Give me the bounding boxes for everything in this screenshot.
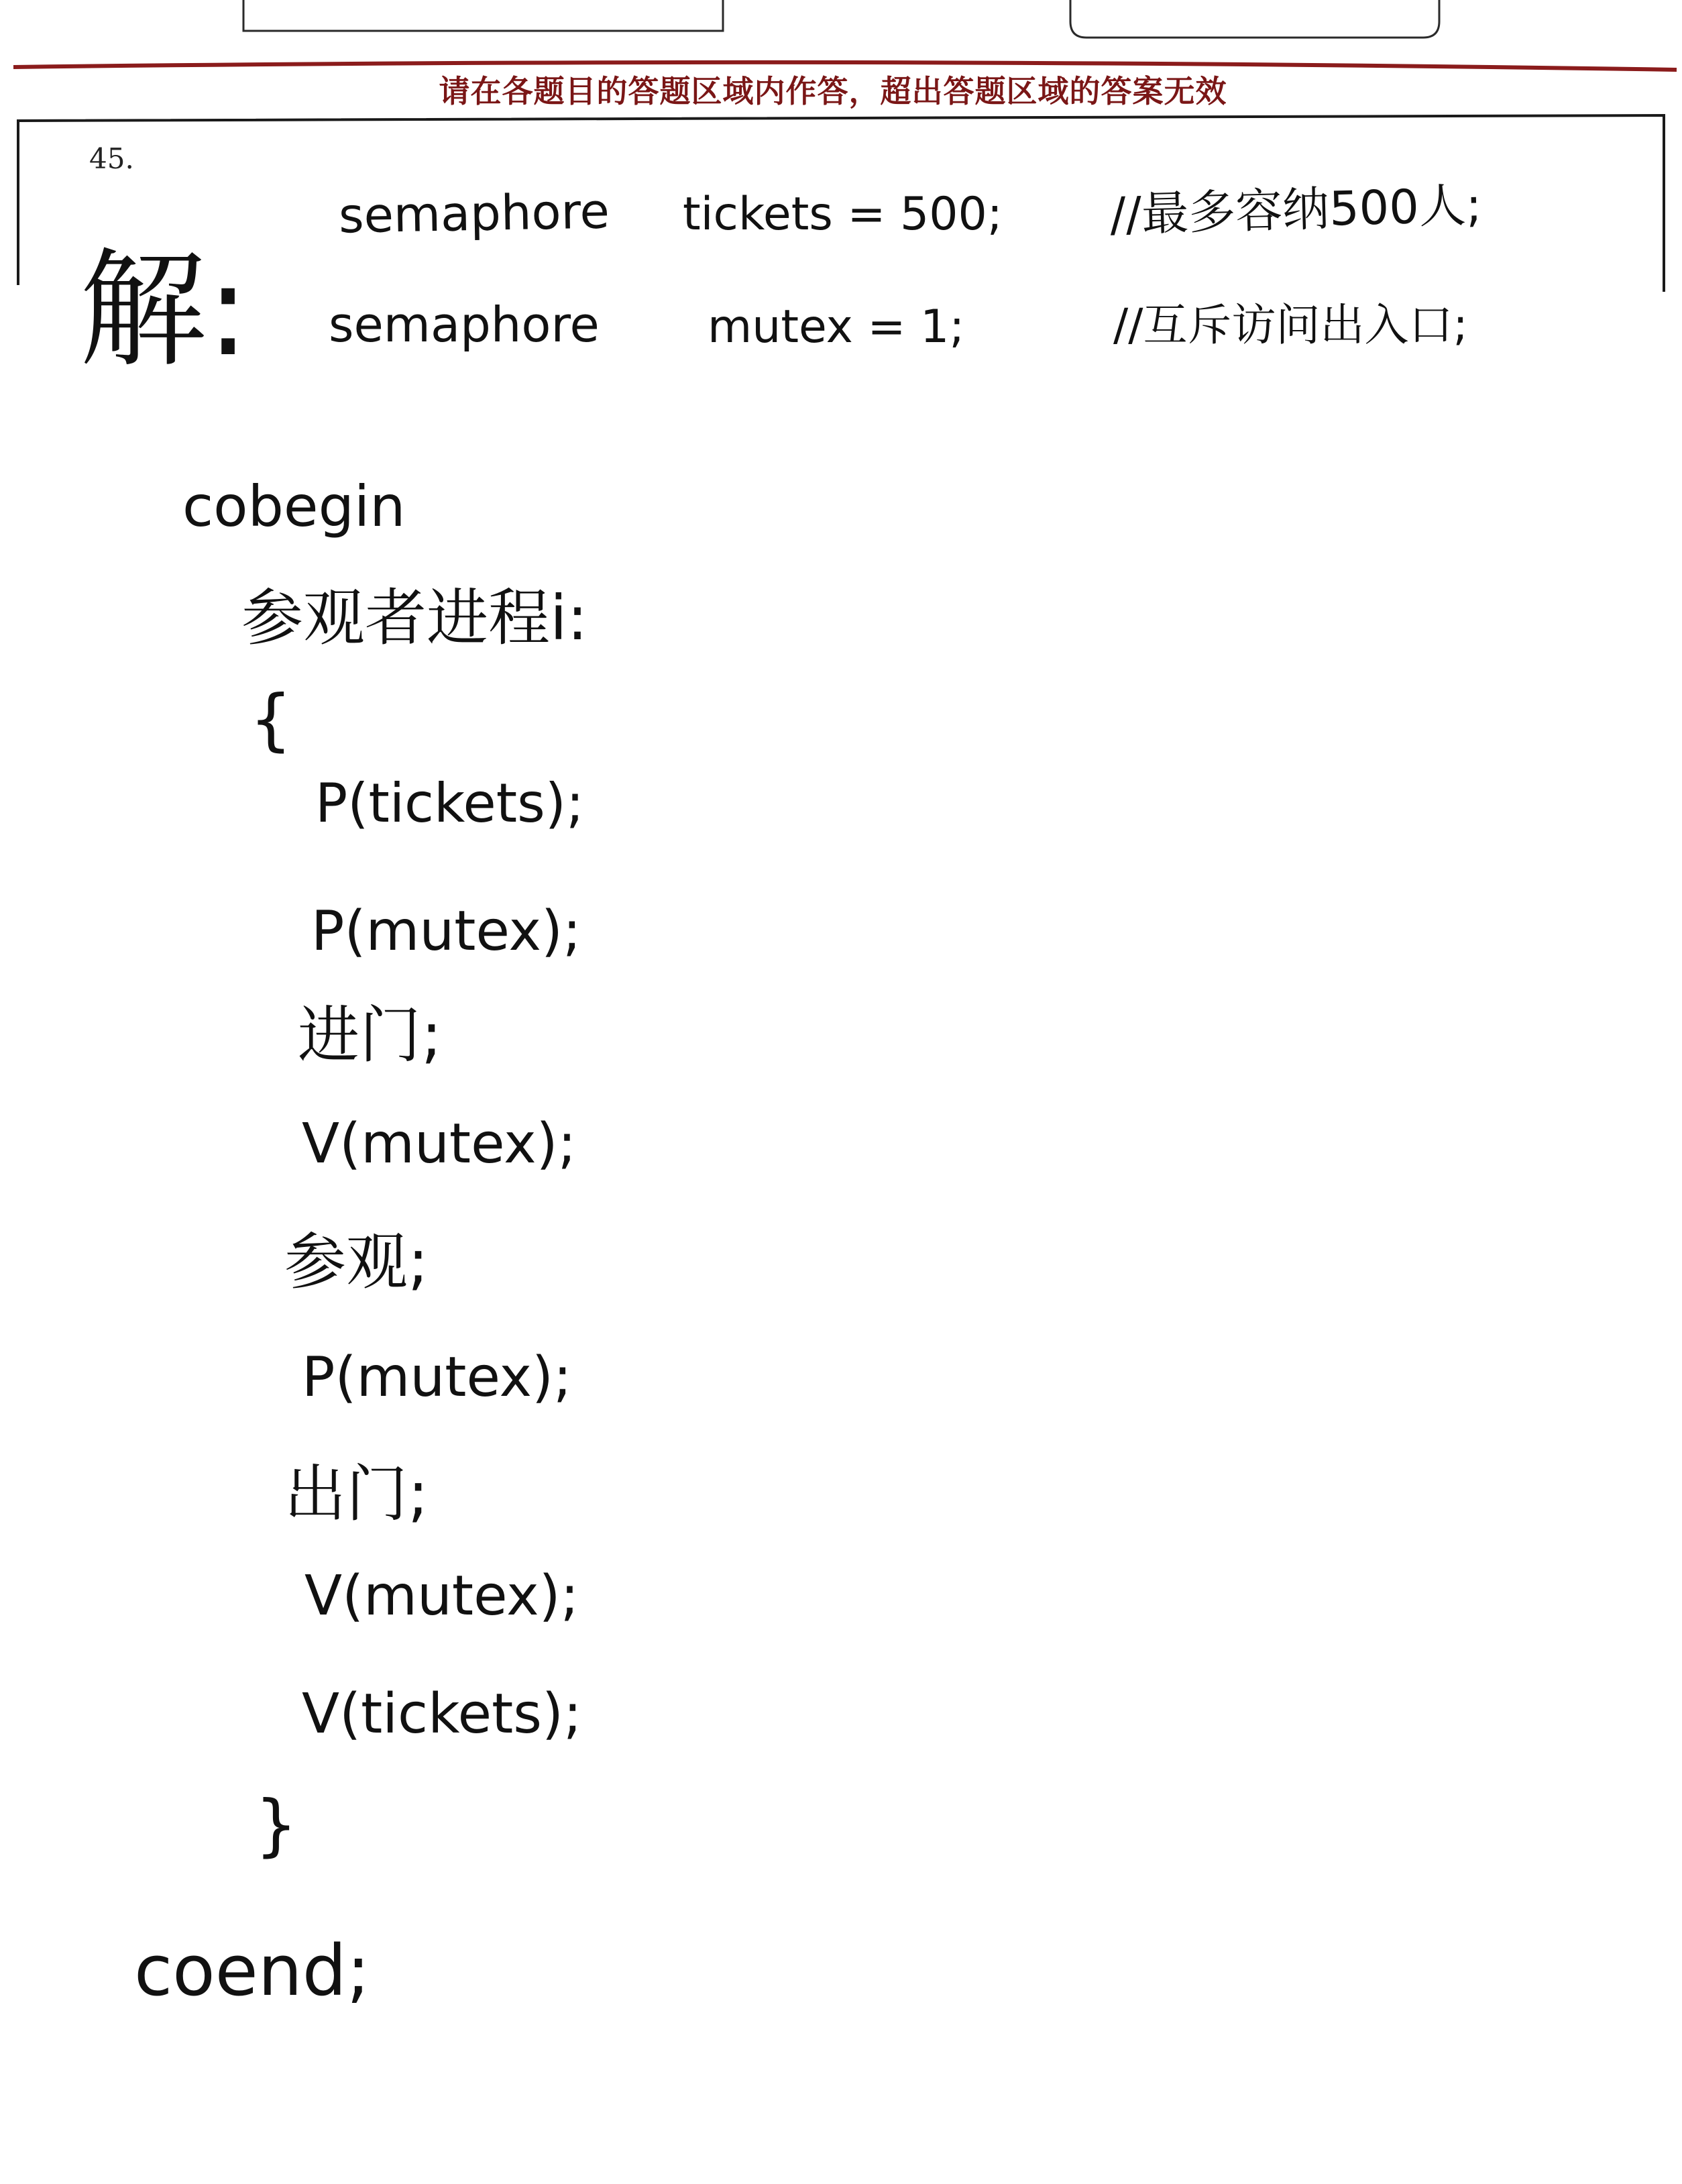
code-line-visit: 参观;	[284, 1226, 429, 1298]
declaration-tickets-value: tickets = 500;	[683, 188, 1003, 241]
code-line-exit-door: 出门;	[284, 1458, 429, 1530]
code-line-enter-door: 进门;	[298, 999, 442, 1071]
code-line-v-mutex-exit: V(mutex);	[304, 1564, 579, 1628]
code-line-p-tickets: P(tickets);	[315, 772, 584, 834]
declaration-mutex-comment: //互斥访问出入口;	[1113, 299, 1468, 351]
declaration-mutex-value: mutex = 1;	[708, 301, 965, 353]
code-line-p-mutex-enter: P(mutex);	[311, 899, 581, 963]
coend-keyword: coend;	[134, 1930, 370, 2012]
answer-label: 解:	[79, 236, 250, 384]
score-box-edge	[1070, 0, 1439, 38]
declaration-mutex-type: semaphore	[329, 296, 600, 353]
declaration-tickets-comment: //最多容纳500人;	[1109, 177, 1483, 243]
answer-area-red-rule	[13, 62, 1677, 70]
question-number: 45.	[89, 142, 134, 175]
process-open-brace: {	[249, 680, 292, 759]
process-close-brace: }	[255, 1786, 298, 1864]
process-heading: 参观者进程i:	[241, 582, 588, 654]
code-line-v-mutex-enter: V(mutex);	[302, 1112, 577, 1176]
code-line-p-mutex-exit: P(mutex);	[302, 1346, 572, 1409]
declaration-tickets-type: semaphore	[338, 182, 610, 244]
code-line-v-tickets: V(tickets);	[302, 1682, 582, 1746]
cobegin-keyword: cobegin	[182, 474, 406, 539]
previous-answer-box-edge	[243, 0, 723, 31]
answer-area-notice: 请在各题目的答题区域内作答，超出答题区域的答案无效	[439, 73, 1227, 109]
